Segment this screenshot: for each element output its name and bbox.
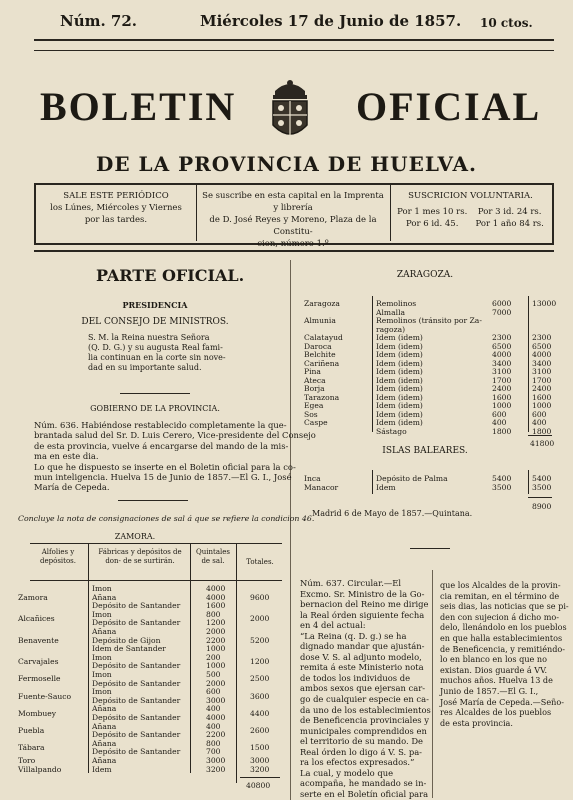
zamora-row-source: Depósito de Santander bbox=[92, 661, 181, 671]
zaragoza-row-source: Idem (idem) bbox=[376, 384, 423, 393]
zaragoza-row-place: Cariñena bbox=[304, 358, 340, 368]
zaragoza-row-qty: 7000 bbox=[492, 307, 512, 317]
zaragoza-row-total: 1700 bbox=[532, 375, 552, 385]
notice-line: ra los efectos expresados.” bbox=[300, 757, 415, 768]
notice-line: acompaña, he mandado se in- bbox=[300, 778, 427, 789]
zamora-row-source: Imon bbox=[92, 609, 112, 619]
zaragoza-row-place: Egea bbox=[304, 401, 324, 410]
zaragoza-row-total: 2300 bbox=[532, 333, 552, 342]
conclusion-note: Concluye la nota de consignaciones de sal á que se refiere la condicion 46. bbox=[18, 514, 315, 523]
notice-line: seis dias, las noticias que se pi- bbox=[440, 601, 569, 612]
zaragoza-row-source: Idem (idem) bbox=[376, 350, 423, 359]
zamora-row-source: Imon bbox=[92, 670, 112, 679]
zamora-row-total: 2000 bbox=[250, 614, 270, 624]
zamora-row-source: Depósito de Santander bbox=[92, 695, 181, 705]
zaragoza-row-source: Idem (idem) bbox=[376, 375, 423, 385]
zamora-grand-total: 40800 bbox=[246, 781, 271, 790]
notice-line: Lo que he dispuesto se inserte en el Boletin oficial para la co- bbox=[34, 461, 296, 472]
coat-of-arms-icon bbox=[265, 73, 315, 145]
publication-line: SALE ESTE PERIÓDICO bbox=[63, 191, 169, 201]
publication-days bbox=[40, 190, 192, 226]
zamora-row-place: Mombuey bbox=[18, 708, 57, 718]
zaragoza-row-total: 3400 bbox=[532, 358, 552, 368]
location-line: Se suscribe en esta capital en la Imprenta y librería bbox=[202, 191, 384, 213]
zamora-row-source: Depósito de Santander bbox=[92, 678, 181, 688]
notice-line: dignado mandar que ajustán- bbox=[300, 641, 425, 652]
zaragoza-row-qty: 1600 bbox=[492, 392, 512, 402]
zamora-row-qty: 800 bbox=[206, 738, 221, 748]
zamora-row-qty: 1000 bbox=[206, 661, 226, 671]
zaragoza-row-source: Idem (idem) bbox=[376, 341, 423, 351]
subscription-rates bbox=[393, 190, 548, 230]
zamora-row-qty: 2000 bbox=[206, 678, 226, 688]
zamora-row-total: 2500 bbox=[250, 674, 270, 684]
zamora-row-source: Depósito de Santander bbox=[92, 730, 181, 740]
zaragoza-row-source: Sástago bbox=[376, 426, 407, 436]
notice-line: dose V. S. al adjunto modelo, bbox=[300, 651, 422, 662]
zaragoza-row-qty: 400 bbox=[492, 418, 507, 427]
zamora-row-place: Fermoselle bbox=[18, 674, 61, 684]
zamora-row-qty: 3000 bbox=[206, 695, 226, 705]
masthead-title-left: BOLETIN bbox=[40, 84, 237, 129]
zamora-row-source: Imon bbox=[92, 652, 112, 662]
presidencia-heading: PRESIDENCIA bbox=[122, 300, 188, 310]
col-header-quintales: Quintales de sal. bbox=[196, 548, 230, 565]
notice-line: que los Alcaldes de la provin- bbox=[440, 580, 561, 590]
box-rule-bottom bbox=[34, 250, 554, 252]
publication-line: los Lúnes, Miércoles y Viernes bbox=[50, 203, 182, 213]
zaragoza-row-source: Idem (idem) bbox=[376, 418, 423, 427]
rate-item: Por 1 año 84 rs. bbox=[475, 219, 544, 229]
notice-line: “La Reina (q. D. g.) se ha bbox=[300, 630, 407, 641]
zamora-row-qty: 800 bbox=[206, 609, 221, 619]
baleares-col-line bbox=[528, 470, 529, 494]
table-rule-header bbox=[30, 580, 282, 581]
notice-line: La cual, y modelo que bbox=[300, 767, 394, 778]
zamora-row-source: Imon bbox=[92, 687, 112, 697]
royal-notice-line: S. M. la Reina nuestra Señora bbox=[88, 333, 210, 342]
inner-column-divider bbox=[432, 570, 433, 798]
notice-line: de esta provincia. bbox=[440, 717, 513, 728]
zamora-row-qty: 3000 bbox=[206, 756, 226, 765]
zamora-row-qty: 700 bbox=[206, 747, 221, 757]
zaragoza-row-qty: 1700 bbox=[492, 375, 512, 385]
baleares-row-source: Depósito de Palma bbox=[376, 474, 448, 483]
notice-line: de todos los individuos de bbox=[300, 672, 411, 683]
royal-notice-line: (Q. D. G.) y su augusta Real fami- bbox=[88, 343, 223, 352]
baleares-heading: ISLAS BALEARES. bbox=[382, 446, 468, 456]
table-col-line bbox=[88, 543, 89, 773]
zaragoza-row-place: Almunia bbox=[304, 316, 336, 325]
zaragoza-total: 41800 bbox=[530, 439, 555, 448]
zaragoza-row-qty: 2300 bbox=[492, 333, 512, 342]
notice-line: res Alcaldes de los pueblos bbox=[440, 707, 552, 718]
royal-notice bbox=[88, 333, 226, 373]
zamora-row-source: Añana bbox=[92, 704, 117, 714]
zaragoza-row-source: Remolinos bbox=[376, 299, 417, 308]
zaragoza-heading: ZARAGOZA. bbox=[396, 270, 454, 280]
notice-line: remita á este Ministerio nota bbox=[300, 662, 424, 673]
zamora-row-place: Alcañices bbox=[18, 614, 55, 624]
zamora-row-source: Idem de Santander bbox=[92, 644, 166, 654]
zamora-row-source: Depósito de Santander bbox=[92, 618, 181, 628]
notice-line: den con sujecion á dicho mo- bbox=[440, 611, 560, 622]
zaragoza-row-source: ragoza) bbox=[376, 324, 406, 334]
notice-line: Excmo. Sr. Ministro de la Go- bbox=[300, 588, 425, 599]
notice-line: ambos sexos que ejersan car- bbox=[300, 683, 426, 694]
zamora-row-place: Puebla bbox=[18, 725, 45, 735]
total-rule bbox=[528, 435, 552, 436]
zaragoza-row-total: 1600 bbox=[532, 392, 552, 402]
zamora-row-source: Depósito de Santander bbox=[92, 747, 181, 757]
zaragoza-row-place: Pina bbox=[304, 367, 321, 376]
masthead-subtitle: DE LA PROVINCIA DE HUELVA. bbox=[96, 152, 477, 176]
zamora-row-qty: 3200 bbox=[206, 764, 226, 774]
zaragoza-row-total: 400 bbox=[532, 418, 547, 427]
zaragoza-row-place: Daroca bbox=[304, 341, 332, 351]
zaragoza-row-source: Remolinos (tránsito por Za- bbox=[376, 316, 482, 325]
zamora-row-source: Imon bbox=[92, 584, 112, 593]
issue-price: 10 ctos. bbox=[480, 16, 533, 30]
notice-line: delo, llenándolo en los pueblos bbox=[440, 622, 567, 633]
zamora-heading: ZAMORA. bbox=[114, 532, 156, 541]
zaragoza-row-total: 13000 bbox=[532, 299, 557, 308]
zaragoza-row-place: Tarazona bbox=[304, 392, 340, 402]
masthead-title-right: OFICIAL bbox=[356, 84, 542, 129]
zamora-row-qty: 1200 bbox=[206, 618, 226, 628]
zamora-row-total: 1500 bbox=[250, 743, 270, 753]
separator bbox=[120, 393, 190, 394]
date-signature: Madrid 6 de Mayo de 1857.—Quintana. bbox=[312, 509, 473, 518]
rate-item: Por 1 mes 10 rs. bbox=[397, 207, 468, 217]
separator bbox=[118, 500, 188, 501]
notice-line: mun inteligencia. Huelva 15 de Junio de 1857.—El G. I., José bbox=[34, 472, 292, 483]
baleares-row-source: Idem bbox=[376, 483, 396, 492]
zamora-row-place: Toro bbox=[18, 756, 36, 765]
table-col-line bbox=[236, 543, 237, 783]
zaragoza-row-source: Almalla bbox=[376, 307, 406, 317]
masthead-rule-top-thin bbox=[34, 50, 554, 51]
notice-line: cia remitan, en el término de bbox=[440, 590, 560, 601]
issue-date: Miércoles 17 de Junio de 1857. bbox=[200, 12, 462, 30]
zamora-row-qty: 2000 bbox=[206, 627, 226, 636]
notice-line: Núm. 636. Habiéndose restablecido completamente la que- bbox=[34, 420, 287, 430]
issue-number: Núm. 72. bbox=[60, 12, 138, 30]
zaragoza-row-place: Ateca bbox=[304, 375, 326, 385]
zamora-row-source: Idem bbox=[92, 764, 112, 774]
zaragoza-row-total: 4000 bbox=[532, 350, 552, 359]
total-rule bbox=[240, 777, 280, 778]
zamora-row-place: Carvajales bbox=[18, 657, 59, 667]
notice-line: muchos años. Huelva 13 de bbox=[440, 675, 553, 686]
notice-line: municipales comprendidos en bbox=[300, 725, 427, 736]
table-rule-top bbox=[30, 543, 282, 544]
notice-line: José María de Cepeda.—Seño- bbox=[440, 696, 564, 707]
notice-line: en 4 del actual: bbox=[300, 620, 366, 631]
zaragoza-row-source: Idem (idem) bbox=[376, 367, 423, 376]
zaragoza-row-qty: 3100 bbox=[492, 367, 512, 376]
subscription-location bbox=[199, 190, 387, 250]
zamora-row-total: 5200 bbox=[250, 635, 270, 645]
gobierno-heading: GOBIERNO DE LA PROVINCIA. bbox=[90, 404, 220, 413]
zamora-row-source: Depósito de Gijon bbox=[92, 635, 161, 645]
zamora-row-total: 3200 bbox=[250, 764, 270, 774]
rate-item: Por 6 id. 45. bbox=[405, 219, 459, 229]
zamora-row-qty: 2200 bbox=[206, 730, 226, 740]
zaragoza-row-source: Idem (idem) bbox=[376, 401, 423, 410]
zaragoza-row-total: 600 bbox=[532, 409, 547, 419]
notice-line: da uno de los establecimientos bbox=[300, 704, 431, 715]
rates-title: SUSCRICION VOLUNTARIA. bbox=[408, 191, 533, 201]
notice-line: en que halla establecimientos bbox=[440, 632, 563, 643]
zaragoza-col-line bbox=[372, 296, 373, 432]
baleares-row-place: Inca bbox=[304, 474, 321, 483]
zamora-row-qty: 4000 bbox=[206, 713, 226, 722]
zamora-row-source: Añana bbox=[92, 721, 117, 731]
table-col-line bbox=[190, 543, 191, 773]
zamora-row-source: Añana bbox=[92, 756, 117, 765]
notice-line: Real órden lo digo á V. S. pa- bbox=[300, 746, 423, 757]
notice-line: lo en blanco en los que no bbox=[440, 654, 548, 665]
total-rule bbox=[528, 497, 552, 498]
zamora-row-source: Depósito de Santander bbox=[92, 601, 181, 611]
box-divider-1 bbox=[196, 185, 197, 241]
zamora-row-source: Añana bbox=[92, 738, 117, 748]
zamora-row-qty: 200 bbox=[206, 652, 221, 662]
zamora-row-place: Fuente-Sauco bbox=[18, 691, 72, 701]
notice-637-left bbox=[300, 578, 431, 799]
notice-line: de esta provincia, vuelve á encargarse del mando de la mis- bbox=[34, 440, 289, 451]
zamora-row-total: 3000 bbox=[250, 756, 270, 765]
column-divider bbox=[290, 260, 291, 800]
zaragoza-row-place: Calatayud bbox=[304, 333, 343, 342]
zamora-row-qty: 2200 bbox=[206, 635, 226, 645]
section-title: PARTE OFICIAL. bbox=[96, 266, 245, 285]
zaragoza-row-total: 1800 bbox=[532, 426, 552, 436]
baleares-row-qty: 5400 bbox=[492, 474, 512, 483]
zaragoza-row-source: Idem (idem) bbox=[376, 358, 423, 368]
notice-line: la Real órden siguiente fecha bbox=[300, 609, 425, 620]
zamora-row-qty: 1600 bbox=[206, 601, 226, 611]
royal-notice-line: lia continuan en la corte sin nove- bbox=[88, 353, 226, 362]
notice-line: el territorio de su mando. De bbox=[300, 736, 424, 747]
baleares-row-total: 3500 bbox=[532, 483, 552, 492]
zamora-row-qty: 4000 bbox=[206, 592, 226, 602]
zamora-row-place: Tábara bbox=[18, 743, 45, 753]
baleares-total: 8900 bbox=[532, 502, 552, 511]
royal-notice-line: dad en su importante salud. bbox=[88, 363, 202, 372]
zaragoza-row-source: Idem (idem) bbox=[376, 409, 423, 419]
zamora-row-source: Añana bbox=[92, 627, 117, 636]
zamora-row-place: Zamora bbox=[18, 592, 48, 602]
location-line: cion, número 1.º bbox=[257, 239, 329, 249]
zamora-row-place: Benavente bbox=[18, 635, 59, 645]
zamora-row-source: Añana bbox=[92, 592, 117, 602]
baleares-row-place: Manacor bbox=[304, 483, 339, 492]
box-divider-2 bbox=[390, 185, 391, 241]
zaragoza-row-total: 6500 bbox=[532, 341, 552, 351]
zaragoza-row-place: Belchite bbox=[304, 350, 336, 359]
zaragoza-row-qty: 4000 bbox=[492, 350, 512, 359]
zaragoza-row-qty: 1800 bbox=[492, 426, 512, 436]
notice-line: go de cualquier especie en ca- bbox=[300, 694, 429, 705]
zaragoza-row-total: 1000 bbox=[532, 401, 552, 410]
zamora-row-total: 9600 bbox=[250, 592, 270, 602]
zamora-row-source: Depósito de Santander bbox=[92, 713, 181, 722]
location-line: de D. José Reyes y Moreno, Plaza de la Constitu- bbox=[209, 215, 377, 237]
zamora-row-qty: 600 bbox=[206, 687, 221, 697]
zaragoza-row-place: Sos bbox=[304, 409, 318, 419]
notice-line: ma en este dia. bbox=[34, 451, 99, 462]
rate-item: Por 3 id. 24 rs. bbox=[477, 207, 542, 217]
zaragoza-row-qty: 600 bbox=[492, 409, 507, 419]
zaragoza-col-line bbox=[528, 296, 529, 432]
notice-637-right bbox=[440, 580, 569, 728]
zamora-row-qty: 4000 bbox=[206, 584, 226, 593]
zamora-row-total: 4400 bbox=[250, 708, 270, 718]
consejo-heading: DEL CONSEJO DE MINISTROS. bbox=[81, 317, 229, 327]
baleares-col-line bbox=[372, 470, 373, 494]
col-header-totales: Totales. bbox=[246, 558, 274, 566]
zaragoza-row-place: Caspe bbox=[304, 418, 328, 427]
zaragoza-row-qty: 6000 bbox=[492, 299, 512, 308]
zaragoza-row-total: 3100 bbox=[532, 367, 552, 376]
col-header-alfolies: Alfolies y depósitos. bbox=[40, 548, 76, 565]
notice-line: de Beneficencia provinciales y bbox=[300, 715, 429, 726]
zamora-row-qty: 400 bbox=[206, 704, 221, 714]
publication-line: por las tardes. bbox=[84, 215, 148, 225]
zamora-row-total: 2600 bbox=[250, 725, 270, 735]
notice-line: brantada salud del Sr. D. Luis Cerero, Vice-presidente del Consejo bbox=[34, 430, 316, 441]
baleares-row-qty: 3500 bbox=[492, 483, 512, 492]
zamora-row-qty: 400 bbox=[206, 721, 221, 731]
zaragoza-row-place: Borja bbox=[304, 384, 325, 393]
baleares-row-total: 5400 bbox=[532, 474, 552, 483]
zamora-row-total: 3600 bbox=[250, 691, 270, 701]
zaragoza-row-source: Idem (idem) bbox=[376, 333, 423, 342]
zamora-row-qty: 1000 bbox=[206, 644, 226, 654]
zaragoza-row-place: Zaragoza bbox=[304, 299, 340, 308]
zamora-row-place: Villalpando bbox=[18, 764, 62, 774]
notice-636 bbox=[34, 420, 316, 493]
notice-line: existan. Dios guarde á VV. bbox=[440, 664, 548, 675]
masthead-rule-top bbox=[34, 39, 554, 41]
separator bbox=[410, 548, 450, 549]
notice-line: María de Cepeda. bbox=[34, 482, 110, 493]
zaragoza-row-qty: 2400 bbox=[492, 384, 512, 393]
notice-line: bernacion del Reino me dirige bbox=[300, 599, 429, 610]
notice-line: de Beneficencia, y remitiéndo- bbox=[440, 643, 566, 654]
zaragoza-row-total: 2400 bbox=[532, 384, 552, 393]
notice-line: Junio de 1857.—El G. I., bbox=[440, 685, 539, 696]
notice-line: serte en el Boletín oficial para bbox=[300, 788, 429, 799]
zaragoza-row-source: Idem (idem) bbox=[376, 392, 423, 402]
zaragoza-row-qty: 6500 bbox=[492, 341, 512, 351]
notice-line: Núm. 637. Circular.—El bbox=[300, 578, 402, 588]
zaragoza-row-qty: 1000 bbox=[492, 401, 512, 410]
col-header-fabricas: Fábricas y depósitos de don- de se surtirán. bbox=[98, 548, 182, 565]
zaragoza-row-qty: 3400 bbox=[492, 358, 512, 368]
zamora-row-total: 1200 bbox=[250, 657, 270, 667]
zamora-row-qty: 500 bbox=[206, 670, 221, 679]
